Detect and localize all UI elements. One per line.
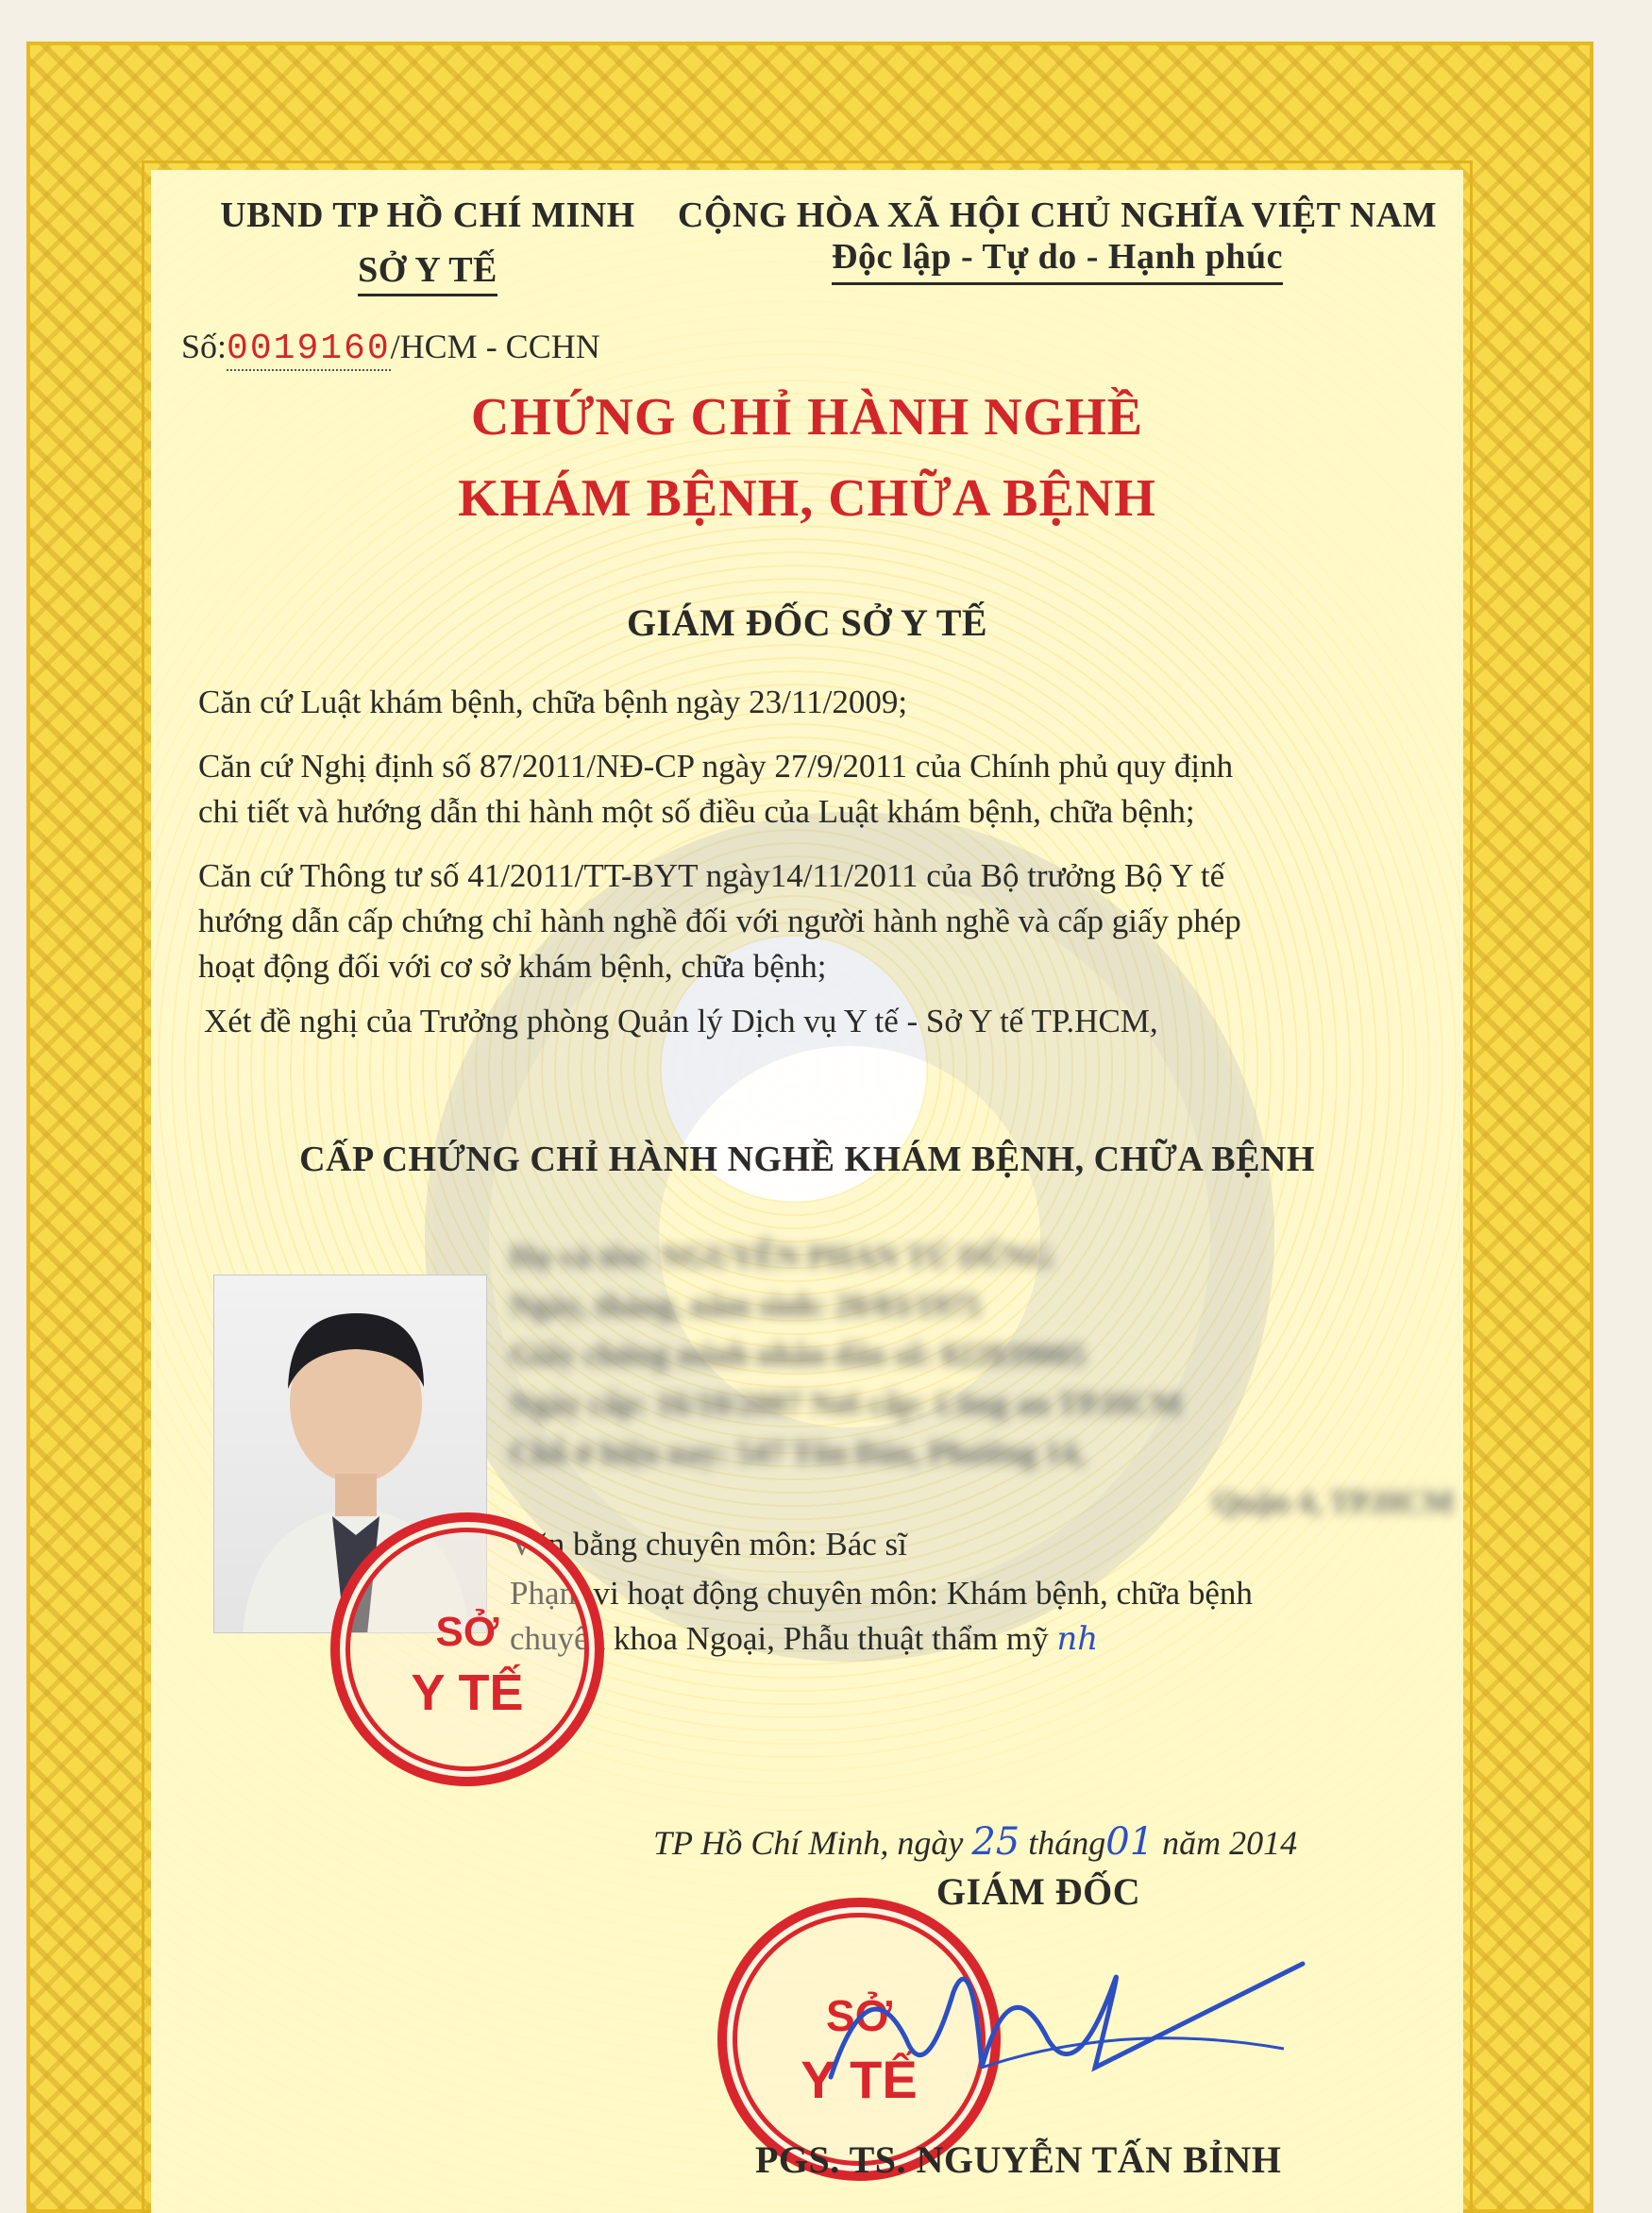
issue-day: 25 (971, 1820, 1020, 1864)
national-motto (651, 236, 1463, 278)
holder-name: Họ và tên: NGUYỄN PHAN TÚ DŨNG (510, 1240, 1054, 1275)
basis-line: Xét đề nghị của Trưởng phòng Quản lý Dịch vụ Y tế - Sở Y tế TP.HCM, (204, 1003, 1158, 1039)
holder-id: Giấy chứng minh nhân dân số: 022839005 (510, 1338, 1086, 1373)
basis-line: hướng dẫn cấp chứng chỉ hành nghề đối với người hành nghề và cấp giấy phép (198, 903, 1241, 939)
signatory-name: PGS. TS. NGUYỄN TẤN BỈNH (755, 2138, 1282, 2181)
holder-id-issue: Ngày cấp: 16/10/2007 Nơi cấp: Công an TP.HCM (510, 1387, 1183, 1422)
issuer-name: UBND TP HỒ CHÍ MINH (220, 195, 635, 235)
grant-heading: CẤP CHỨNG CHỈ HÀNH NGHỀ KHÁM BỆNH, CHỮA BỆNH (299, 1140, 1315, 1179)
issue-date (653, 1820, 1297, 1864)
director-signature (812, 1926, 1322, 2115)
legal-basis (198, 680, 1454, 1044)
holder-qualifications (510, 1522, 1454, 1662)
photo-stamp (330, 1512, 604, 1786)
issue-month-label: tháng (1028, 1824, 1106, 1862)
national-motto-text: Độc lập - Tự do - Hạnh phúc (832, 237, 1283, 285)
basis-line: Căn cứ Thông tư số 41/2011/TT-BYT ngày14/11/2011 của Bộ trưởng Bộ Y tế (198, 857, 1225, 894)
scope-initial: nh (1056, 1620, 1099, 1658)
authority-heading: GIÁM ĐỐC SỞ Y TẾ (626, 601, 988, 644)
degree-line: Văn bằng chuyên môn: Bác sĩ (510, 1526, 907, 1563)
serial-prefix: Số: (181, 328, 228, 365)
serial-value: 0019160 (227, 329, 391, 369)
issue-year: năm 2014 (1162, 1824, 1298, 1862)
holder-personal-details (510, 1233, 1454, 1528)
scope-line-2-wrap (510, 1616, 1454, 1662)
national-title: CỘNG HÒA XÃ HỘI CHỦ NGHĨA VIỆT NAM (677, 195, 1438, 235)
serial-number (181, 327, 600, 369)
stamp-text-2: Y TẾ (411, 1664, 524, 1721)
scope-line-1: Phạm vi hoạt động chuyên môn: Khám bệnh, chữa bệnh (510, 1575, 1253, 1612)
issuer-department-text: SỞ Y TẾ (358, 250, 497, 296)
basis-line: Căn cứ Luật khám bệnh, chữa bệnh ngày 23/11/2009; (198, 684, 908, 720)
issue-place: TP Hồ Chí Minh, ngày (653, 1824, 964, 1862)
basis-line: hoạt động đối với cơ sở khám bệnh, chữa bệnh; (198, 948, 827, 985)
holder-dob: Ngày, tháng, năm sinh: 20/03/1975 (510, 1289, 981, 1324)
certificate-title-line1: CHỨNG CHỈ HÀNH NGHỀ (470, 388, 1144, 447)
holder-address-district: Quận 4, TP.HCM (1212, 1485, 1454, 1520)
stamp-text-1: SỞ (826, 1991, 892, 2040)
stamp-text-1: SỞ (435, 1609, 499, 1655)
certificate-title-line2: KHÁM BỆNH, CHỮA BỆNH (458, 469, 1156, 528)
serial-suffix: /HCM - CCHN (390, 328, 600, 365)
scope-line-2: chuyên khoa Ngoại, Phẫu thuật thẩm mỹ (510, 1620, 1049, 1657)
issuer-department (215, 249, 640, 291)
stamp-text-2: Y TẾ (801, 2050, 918, 2109)
holder-address: Chỗ ở hiện nay: 547 Tôn Đản, Phường 14, (510, 1436, 1086, 1471)
basis-line: chi tiết và hướng dẫn thi hành một số điều của Luật khám bệnh, chữa bệnh; (198, 793, 1195, 830)
basis-line: Căn cứ Nghị định số 87/2011/NĐ-CP ngày 27/9/2011 của Chính phủ quy định (198, 748, 1234, 785)
issue-month: 01 (1105, 1820, 1155, 1864)
signatory-title: GIÁM ĐỐC (936, 1870, 1141, 1913)
